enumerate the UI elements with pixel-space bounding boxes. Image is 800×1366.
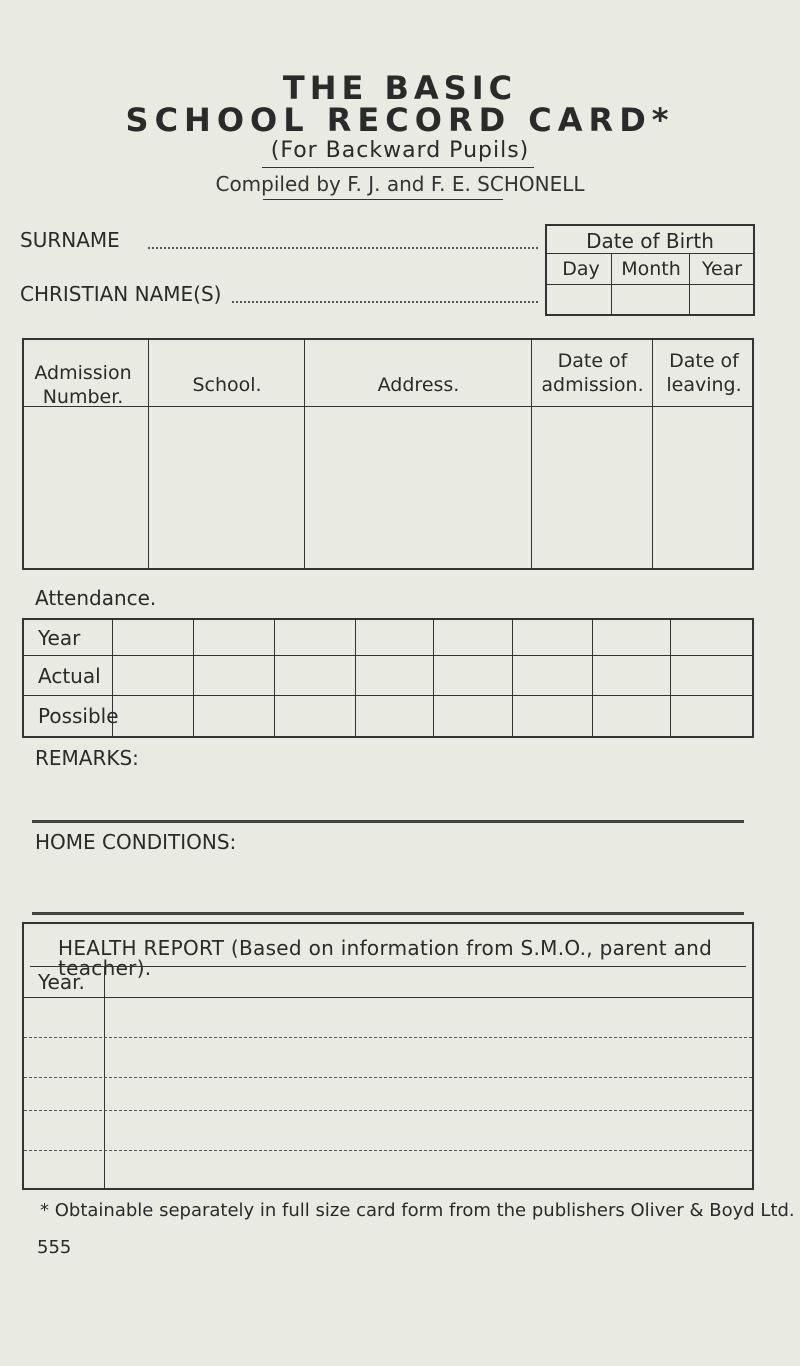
health-row-rule	[24, 1110, 752, 1111]
attendance-row-rule	[24, 655, 752, 656]
attendance-col-divider	[193, 620, 194, 736]
health-year-label: Year.	[38, 970, 85, 994]
health-header-rule	[30, 966, 746, 967]
col-date-of-leaving: Date of leaving.	[666, 350, 742, 396]
attendance-col-divider	[433, 620, 434, 736]
surname-field[interactable]	[148, 247, 538, 249]
health-row-rule	[24, 997, 752, 998]
compiled-rule	[263, 199, 503, 200]
attendance-row-actual: Actual	[38, 664, 101, 688]
birth-day-label: Day	[562, 258, 600, 280]
title-line-2: SCHOOL RECORD CARD*	[125, 101, 675, 139]
attendance-row-possible: Possible	[38, 704, 119, 728]
christian-names-label: CHRISTIAN NAME(S)	[20, 282, 222, 306]
health-report-title: HEALTH REPORT (Based on information from S.M.O., parent and teacher).	[58, 936, 713, 980]
home-conditions-heading: HOME CONDITIONS:	[35, 830, 237, 854]
admission-col-divider	[148, 340, 149, 568]
compiled-by: Compiled by F. J. and F. E. SCHONELL	[215, 172, 585, 196]
attendance-col-divider	[592, 620, 593, 736]
health-row-rule	[24, 1077, 752, 1078]
birth-year-label: Year	[701, 258, 743, 280]
home-rule	[32, 912, 744, 915]
attendance-heading: Attendance.	[35, 586, 157, 610]
birth-entry-line	[547, 284, 753, 285]
attendance-row-year: Year	[38, 626, 81, 650]
remarks-rule	[32, 820, 744, 823]
surname-label: SURNAME	[20, 228, 120, 252]
attendance-col-divider	[355, 620, 356, 736]
attendance-table	[22, 618, 754, 738]
attendance-row-rule	[24, 695, 752, 696]
page-number: 555	[37, 1237, 72, 1258]
health-row-rule	[24, 1150, 752, 1151]
col-admission-number: Admission Number.	[34, 362, 132, 408]
birth-divider	[547, 253, 753, 254]
christian-names-field[interactable]	[232, 301, 538, 303]
birth-month-label: Month	[621, 258, 681, 280]
health-row-rule	[24, 1037, 752, 1038]
footnote: * Obtainable separately in full size card form from the publishers Oliver & Boyd Ltd.	[40, 1200, 795, 1221]
attendance-col-divider	[274, 620, 275, 736]
title-rule	[262, 167, 534, 168]
admission-col-divider	[304, 340, 305, 568]
attendance-col-divider	[670, 620, 671, 736]
title-line-1: THE BASIC	[282, 69, 518, 107]
date-of-birth-title: Date of Birth	[586, 229, 714, 253]
admission-col-divider	[531, 340, 532, 568]
col-date-of-admission: Date of admission.	[541, 350, 644, 396]
attendance-col-divider	[512, 620, 513, 736]
admission-col-divider	[652, 340, 653, 568]
col-school: School.	[192, 374, 262, 396]
remarks-heading: REMARKS:	[35, 746, 139, 770]
subtitle: (For Backward Pupils)	[270, 138, 530, 163]
col-address: Address.	[377, 374, 460, 396]
